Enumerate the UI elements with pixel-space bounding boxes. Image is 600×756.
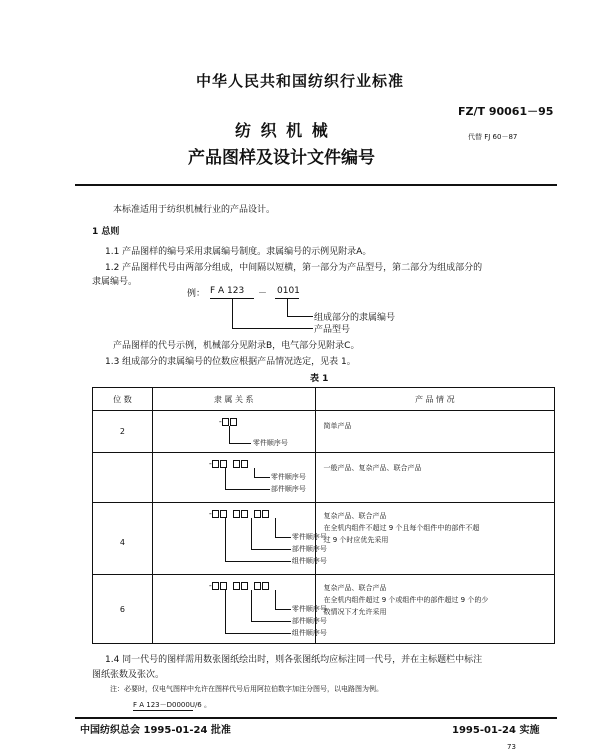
effective-text: 1995-01-24 实施 xyxy=(452,725,540,736)
note-example: F A 123－D0000U/6 。 xyxy=(133,701,211,709)
example-dash: － xyxy=(258,289,268,299)
replace-note: 代替 FJ 60－87 xyxy=(468,133,518,141)
example-annot-2: 产品型号 xyxy=(314,325,351,335)
desc-line: 过 9 个时应优先采用 xyxy=(323,536,389,544)
para-1-3: 1.3 组成部分的隶属编号的位数应根据产品情况选定，见表 1。 xyxy=(105,357,356,367)
table-row xyxy=(93,503,555,575)
desc-line: 一般产品、复杂产品、联合产品 xyxy=(323,464,422,472)
header-product: 产 品 情 况 xyxy=(315,388,554,411)
desc-line: 在全机内组件超过 9 个或组件中的部件超过 9 个的少 xyxy=(323,596,489,604)
table-header-row xyxy=(93,388,555,411)
row-digits: 6 xyxy=(93,575,153,644)
table-row xyxy=(93,575,555,644)
row-desc xyxy=(315,411,554,453)
row-digits: 4 xyxy=(93,503,153,575)
row-relation: - 零件顺序号 部件顺序号 xyxy=(152,453,315,503)
intro-text: 本标准适用于纺织机械行业的产品设计。 xyxy=(113,205,276,215)
header-rule xyxy=(75,184,557,186)
para-1-1: 1.1 产品图样的编号采用隶属编号制度。隶属编号的示例见附录A。 xyxy=(105,247,372,257)
example-label: 例： xyxy=(187,289,206,299)
relation-label: 零件顺序号 xyxy=(270,473,306,481)
doc-title-1: 纺 织 机 械 xyxy=(235,121,330,140)
row-desc xyxy=(315,503,554,575)
para-1-4a: 1.4 同一代号的图样需用数张图纸绘出时，则各张图纸均应标注同一代号，并在主标题栏中标注 xyxy=(105,655,483,665)
relation-label: 零件顺序号 xyxy=(252,439,288,447)
row-relation: - 零件顺序号 xyxy=(152,411,315,453)
para-examples: 产品图样的代号示例，机械部分见附录B，电气部分见附录C。 xyxy=(113,341,360,351)
table-row xyxy=(93,411,555,453)
relation-label: 零件顺序号 xyxy=(291,533,327,541)
example-annot-1: 组成部分的隶属编号 xyxy=(314,313,396,323)
relation-label: 零件顺序号 xyxy=(291,605,327,613)
row-digits: 2 xyxy=(93,411,153,453)
section-1-heading: 1 总则 xyxy=(92,227,120,237)
relation-label: 部件顺序号 xyxy=(291,545,327,553)
example-number: 0101 xyxy=(277,286,300,296)
table-row xyxy=(93,453,555,503)
standard-org: 中华人民共和国纺织行业标准 xyxy=(196,72,405,90)
desc-line: 简单产品 xyxy=(323,422,352,430)
footer-rule xyxy=(75,717,557,719)
row-desc xyxy=(315,575,554,644)
desc-line: 复杂产品、联合产品 xyxy=(323,512,387,520)
table-1 xyxy=(92,387,555,644)
note-text: 注：必要时，仅电气图样中允许在图样代号后用阿拉伯数字加注分图号，以电路图为例。 xyxy=(110,685,383,693)
example-model: F A 123 xyxy=(210,286,245,296)
relation-label: 部件顺序号 xyxy=(270,485,306,493)
desc-line: 复杂产品、联合产品 xyxy=(323,584,387,592)
relation-label: 组件顺序号 xyxy=(291,557,327,565)
row-desc xyxy=(315,453,554,503)
page-number: 73 xyxy=(507,743,516,751)
para-1-2a: 1.2 产品图样代号由两部分组成，中间隔以短横，第一部分为产品型号，第二部分为组成部分的 xyxy=(105,263,483,273)
desc-line: 数情况下才允许采用 xyxy=(323,608,387,616)
row-relation: - 零件顺序号 部件顺序号 组件顺序号 xyxy=(152,503,315,575)
standard-code: FZ/T 90061－95 xyxy=(458,105,554,118)
header-digits: 位 数 xyxy=(93,388,153,411)
row-relation: - 零件顺序号 部件顺序号 组件顺序号 xyxy=(152,575,315,644)
header-relation: 隶 属 关 系 xyxy=(152,388,315,411)
desc-line: 在全机内组件不超过 9 个且每个组件中的部件不超 xyxy=(323,524,480,532)
table-caption: 表 1 xyxy=(310,374,329,384)
para-1-4b: 图纸张数及张次。 xyxy=(92,670,165,680)
doc-title-2: 产品图样及设计文件编号 xyxy=(188,148,375,168)
relation-label: 组件顺序号 xyxy=(291,629,327,637)
approval-text: 中国纺织总会 1995-01-24 批准 xyxy=(80,725,231,736)
relation-label: 部件顺序号 xyxy=(291,617,327,625)
row-digits xyxy=(93,453,153,503)
para-1-2b: 隶属编号。 xyxy=(92,277,138,287)
